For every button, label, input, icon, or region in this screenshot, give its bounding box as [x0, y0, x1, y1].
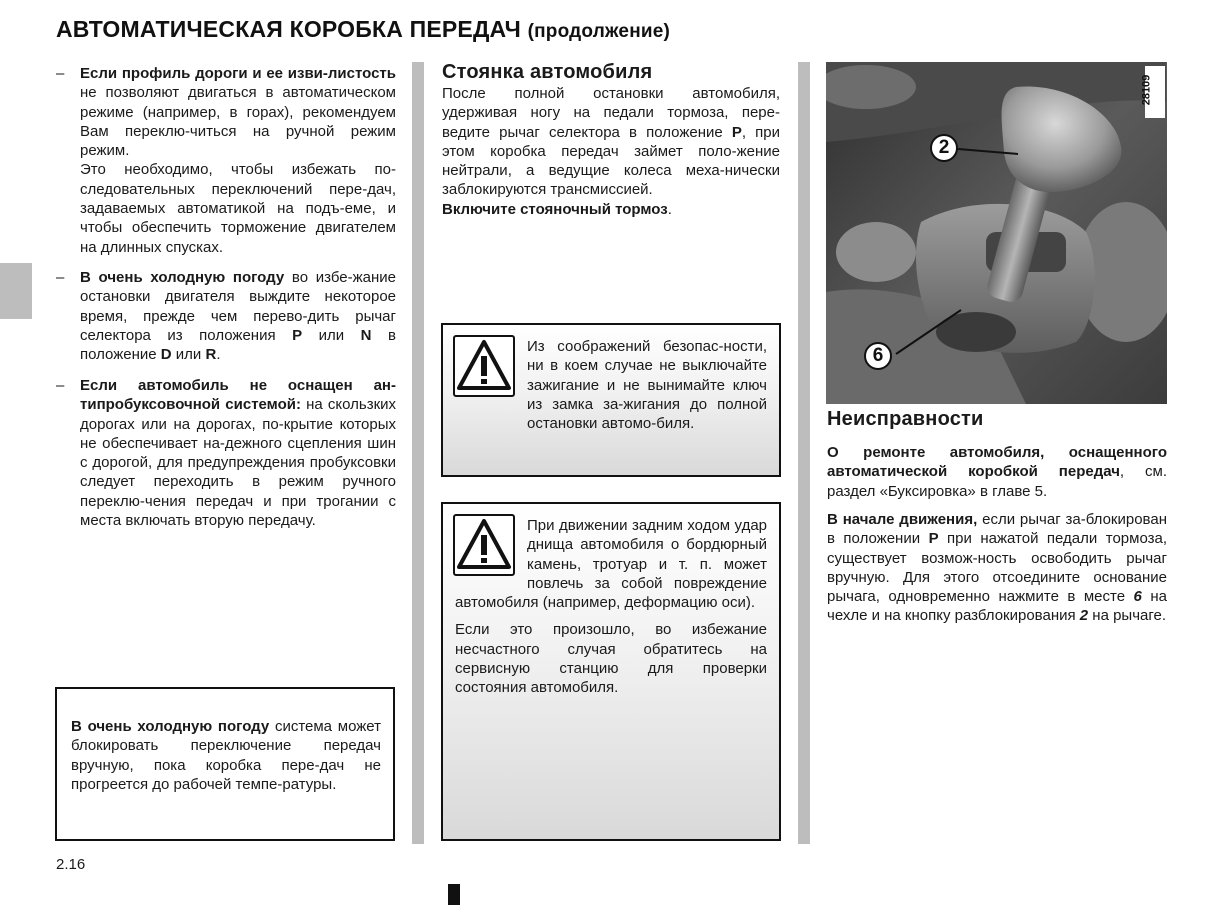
bullet-body: .: [216, 346, 221, 364]
callout-6: 6: [864, 342, 892, 370]
parking-brake-note: Включите стояночный тормоз: [442, 200, 668, 218]
section-heading: Неисправности: [827, 408, 984, 430]
parking-text-rest: , при этом коробка передач займет поло-жение нейтрали, а ведущие колеса меха-нически заблокируются трансмиссией.: [442, 123, 780, 199]
bullet-text: [80, 376, 396, 530]
cold-body: система может блокировать переключение передач вручную, пока коробка пере-дач не прогреется до рабочей темпе-ратуры.: [71, 718, 381, 793]
bullet-text: [80, 268, 396, 364]
bullet-body: во избе-жание остановки двигателя выждите некоторое время, прежде чем перево-дить рычаг селектора из положения: [80, 269, 396, 344]
bullet-mark: –: [56, 65, 65, 82]
callout-2: 2: [930, 134, 958, 162]
warning-triangle-icon: [453, 335, 515, 397]
bullet-mark: –: [56, 377, 65, 394]
cold-weather-text: [71, 717, 381, 794]
start-text: на чехле и на кнопку разблокирования: [827, 588, 1167, 625]
warning-text: [455, 516, 767, 698]
warning-text: [527, 337, 767, 433]
repair-bold: О ремонте автомобиля, оснащенного автоматической коробкой передач: [827, 444, 1167, 481]
bullet-body: или: [171, 346, 206, 364]
photo-code-label: [1140, 66, 1165, 118]
column-divider: [412, 62, 424, 844]
warning-reverse-text1: При движении задним ходом удар днища автомобиля о бордюрный камень, тротуар и т. п. может повлечь за собой повреждение автомобиля (например, деформацию оси).: [455, 517, 767, 612]
ref-6: 6: [1133, 588, 1142, 606]
bullet-bold: Если автомобиль не оснащен ан-типробуксовочной системой:: [80, 377, 396, 414]
parking-text: После полной остановки автомобиля, удерживая ногу на педали тормоза, пере-ведите рычаг селектора в положение: [442, 85, 780, 141]
bullet-body: в положение: [80, 326, 396, 364]
title-subtitle: (продолжение): [527, 21, 671, 42]
repair-text: , см. раздел «Буксировка» в главе 5.: [827, 463, 1167, 500]
photo-code-text: 28109: [1140, 74, 1153, 106]
bullet-body: не позволяют двигаться в автоматическом режиме (например, в горах), рекомендуем Вам переклю-читься на ручной режим режим.: [80, 84, 396, 160]
page-marker: [448, 884, 460, 905]
bullet-item: [56, 64, 396, 260]
bullet-extra: Это необходимо, чтобы избежать по-следовательных переключений пере-дач, задаваемых автоматикой на подъ-еме, и чтобы обеспечить торможение двигателем на длинных спусках.: [80, 161, 396, 256]
bullet-text: [80, 64, 396, 257]
page-number: 2.16: [56, 856, 86, 873]
bullet-item: [56, 376, 396, 556]
gear-r: R: [205, 346, 217, 364]
title-main: АВТОМАТИЧЕСКАЯ КОРОБКА ПЕРЕДАЧ: [56, 16, 521, 42]
gear-selector-photo: [826, 62, 1167, 404]
warning-box-reverse: [441, 502, 781, 841]
start-text: при нажатой педали тормоза, существует возмож-ность освободить рычаг вручную. Для этого отсоедините основание рычага, одновременно нажмите в месте: [827, 530, 1168, 606]
warning-box-ignition: [441, 323, 781, 477]
cold-bold: В очень холодную погоду: [71, 718, 270, 735]
bullet-mark: –: [56, 269, 65, 286]
column-divider: [798, 62, 810, 844]
cold-weather-box: [55, 687, 395, 841]
bullet-item: [56, 268, 396, 368]
repair-paragraph: [827, 443, 1167, 501]
section-heading: Стоянка автомобиля: [442, 61, 653, 83]
page-title: [56, 16, 670, 43]
bullet-bold: В очень холодную погоду: [80, 269, 285, 286]
warning-reverse-text2: Если это произошло, во избежание несчастного случая обратитесь на сервисную станцию для проверки состояния автомобиля.: [455, 621, 767, 697]
parking-brake-end: .: [667, 200, 672, 218]
gear-d: D: [160, 346, 172, 364]
bullet-body: или: [302, 326, 361, 344]
ref-2: 2: [1079, 607, 1089, 625]
parking-paragraph: [442, 84, 780, 219]
start-text: если рычаг за-блокирован в положении: [827, 511, 1167, 548]
bullet-bold: Если профиль дороги и ее изви-листость: [80, 65, 396, 82]
gear-n: N: [360, 326, 372, 344]
chapter-tab: [0, 263, 32, 319]
warning-ignition-text: Из соображений безопас-ности, ни в коем случае не выключайте зажигание и не вынимайте ключ из замка за-жигания до полной остановки автомо-биля.: [527, 338, 767, 433]
start-text: на рычаге.: [1088, 607, 1167, 625]
bullet-body: на скользких дорогах или на дорогах, по-крытие которых не обеспечивает на-дежного сцепления шин с дорогой, для предупреждения пробуксовки следует переходить в режим ручного переклю-чения передач и при трогании с места включать вторую передачу.: [80, 396, 397, 530]
start-bold: В начале движения,: [827, 511, 978, 528]
gear-p: P: [292, 326, 303, 344]
gear-p: P: [731, 123, 742, 141]
gear-p: P: [928, 530, 939, 548]
icon-float: [455, 516, 527, 592]
start-paragraph: [827, 510, 1167, 626]
